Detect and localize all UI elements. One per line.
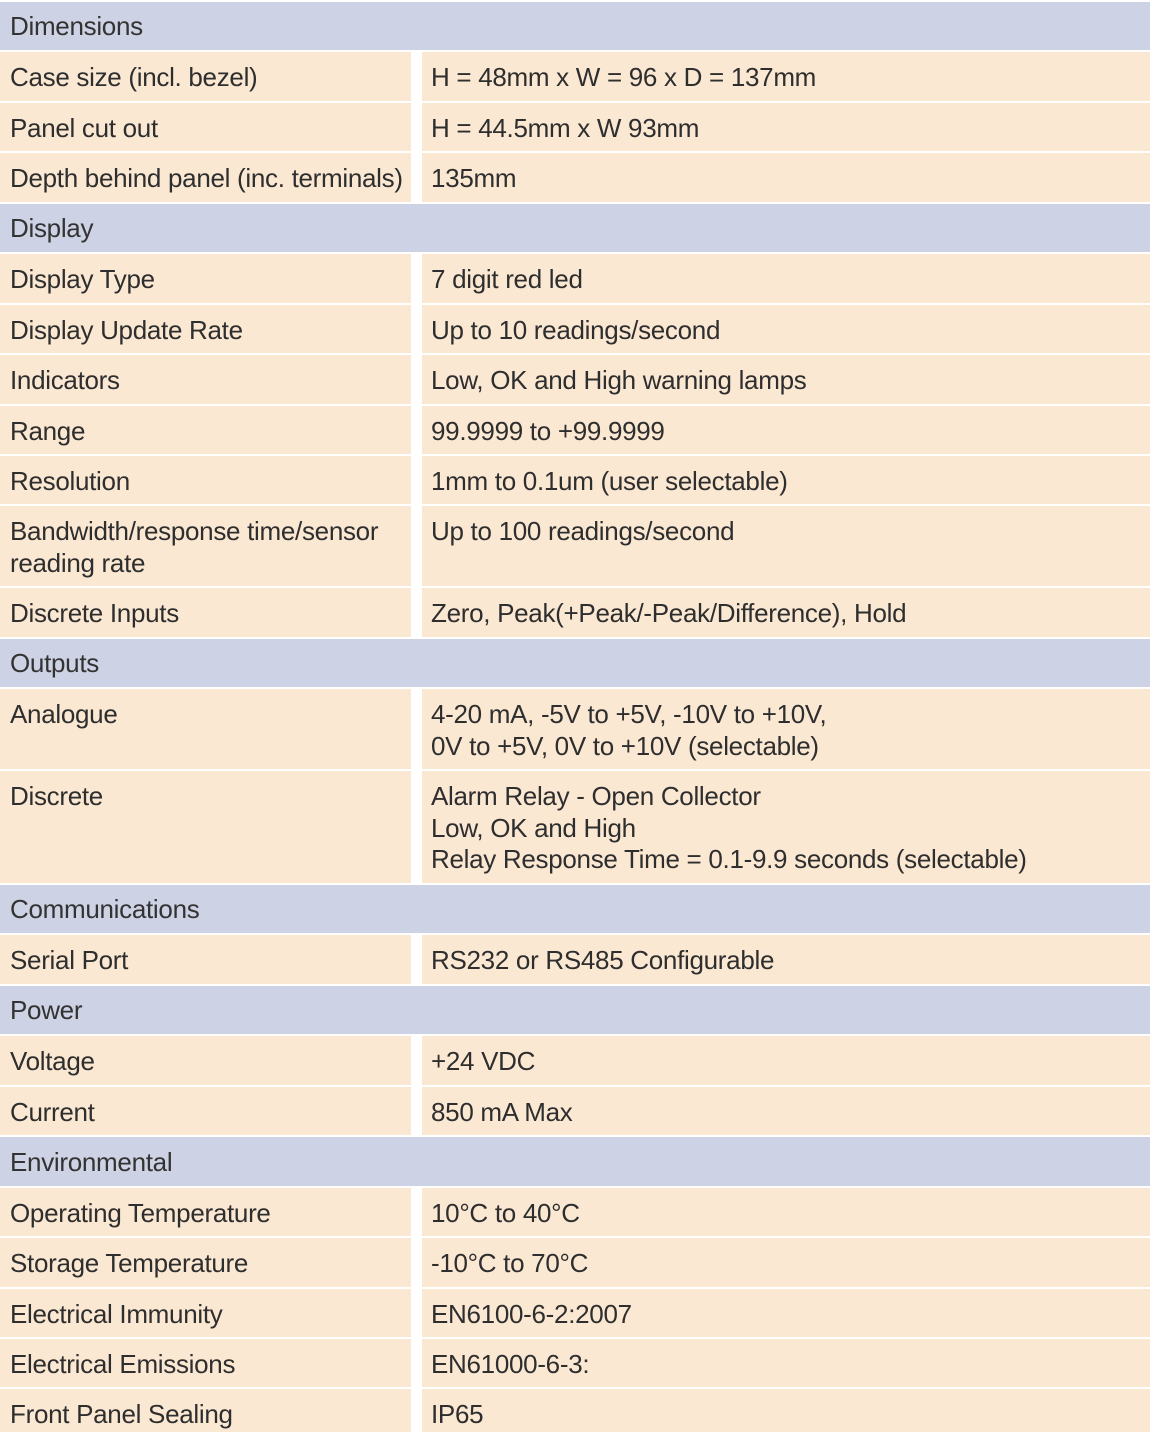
column-divider xyxy=(411,355,422,404)
table-row xyxy=(0,454,1150,504)
table-row xyxy=(0,586,1150,637)
column-divider xyxy=(411,52,422,101)
spec-label: Discrete Inputs xyxy=(0,588,411,637)
spec-label: Discrete xyxy=(0,771,411,883)
spec-label: Electrical Immunity xyxy=(0,1289,411,1337)
table-row xyxy=(0,1236,1150,1287)
spec-value: Zero, Peak(+Peak/-Peak/Difference), Hold xyxy=(422,588,1150,637)
spec-value: 99.9999 to +99.9999 xyxy=(422,406,1150,454)
table-row xyxy=(0,687,1150,769)
spec-value: EN6100-6-2:2007 xyxy=(422,1289,1150,1337)
column-divider xyxy=(411,689,422,769)
table-row xyxy=(0,933,1150,984)
spec-label: Voltage xyxy=(0,1036,411,1085)
spec-label: Case size (incl. bezel) xyxy=(0,52,411,101)
spec-label: Indicators xyxy=(0,355,411,404)
column-divider xyxy=(411,254,422,303)
table-row xyxy=(0,252,1150,303)
table-row xyxy=(0,1085,1150,1135)
section-header-power xyxy=(0,984,1150,1034)
column-divider xyxy=(411,771,422,883)
section-title: Display xyxy=(10,213,94,243)
column-divider xyxy=(411,103,422,151)
spec-label: Bandwidth/response time/sensor reading rate xyxy=(0,506,411,586)
spec-value: Up to 10 readings/second xyxy=(422,305,1150,353)
spec-label: Serial Port xyxy=(0,935,411,984)
section-title: Outputs xyxy=(10,648,99,678)
table-row xyxy=(0,353,1150,404)
table-row xyxy=(0,151,1150,202)
spec-label: Display Update Rate xyxy=(0,305,411,353)
spec-value: +24 VDC xyxy=(422,1036,1150,1085)
column-divider xyxy=(411,153,422,202)
column-divider xyxy=(411,1238,422,1287)
spec-value: -10°C to 70°C xyxy=(422,1238,1150,1287)
column-divider xyxy=(411,305,422,353)
section-header-outputs xyxy=(0,637,1150,687)
section-header-communications xyxy=(0,883,1150,933)
spec-value: 1mm to 0.1um (user selectable) xyxy=(422,456,1150,504)
spec-value: Low, OK and High warning lamps xyxy=(422,355,1150,404)
spec-value: 135mm xyxy=(422,153,1150,202)
table-row xyxy=(0,1387,1150,1432)
spec-label: Depth behind panel (inc. terminals) xyxy=(0,153,411,202)
spec-value: RS232 or RS485 Configurable xyxy=(422,935,1150,984)
column-divider xyxy=(411,456,422,504)
section-header-dimensions xyxy=(0,0,1150,50)
column-divider xyxy=(411,1087,422,1135)
spec-value: 850 mA Max xyxy=(422,1087,1150,1135)
section-header-environmental xyxy=(0,1135,1150,1186)
spec-label: Resolution xyxy=(0,456,411,504)
column-divider xyxy=(411,1389,422,1432)
column-divider xyxy=(411,406,422,454)
spec-label: Storage Temperature xyxy=(0,1238,411,1287)
column-divider xyxy=(411,588,422,637)
spec-label: Front Panel Sealing xyxy=(0,1389,411,1432)
spec-label: Electrical Emissions xyxy=(0,1339,411,1387)
spec-value: EN61000-6-3: xyxy=(422,1339,1150,1387)
table-row xyxy=(0,404,1150,454)
column-divider xyxy=(411,1289,422,1337)
table-row xyxy=(0,303,1150,353)
section-title: Communications xyxy=(10,894,200,924)
table-row xyxy=(0,1186,1150,1236)
table-row xyxy=(0,1287,1150,1337)
spec-label: Panel cut out xyxy=(0,103,411,151)
spec-value: 10°C to 40°C xyxy=(422,1188,1150,1236)
spec-value: IP65 xyxy=(422,1389,1150,1432)
column-divider xyxy=(411,1188,422,1236)
section-title: Power xyxy=(10,995,83,1025)
spec-value: Alarm Relay - Open Collector Low, OK and High Relay Response Time = 0.1-9.9 seconds (selectable) xyxy=(422,771,1150,883)
spec-value: 4-20 mA, -5V to +5V, -10V to +10V, 0V to +5V, 0V to +10V (selectable) xyxy=(422,689,1150,769)
spec-value: H = 44.5mm x W 93mm xyxy=(422,103,1150,151)
section-title: Dimensions xyxy=(10,11,143,41)
spec-value: Up to 100 readings/second xyxy=(422,506,1150,586)
table-row xyxy=(0,504,1150,586)
column-divider xyxy=(411,1036,422,1085)
spec-label: Current xyxy=(0,1087,411,1135)
spec-label: Range xyxy=(0,406,411,454)
spec-value: H = 48mm x W = 96 x D = 137mm xyxy=(422,52,1150,101)
spec-label: Display Type xyxy=(0,254,411,303)
column-divider xyxy=(411,935,422,984)
table-row xyxy=(0,1337,1150,1387)
table-row xyxy=(0,50,1150,101)
table-row xyxy=(0,1034,1150,1085)
spec-label: Operating Temperature xyxy=(0,1188,411,1236)
section-title: Environmental xyxy=(10,1146,173,1177)
section-header-display xyxy=(0,202,1150,252)
table-row xyxy=(0,101,1150,151)
column-divider xyxy=(411,506,422,586)
spec-value: 7 digit red led xyxy=(422,254,1150,303)
table-row xyxy=(0,769,1150,883)
column-divider xyxy=(411,1339,422,1387)
spec-label: Analogue xyxy=(0,689,411,769)
